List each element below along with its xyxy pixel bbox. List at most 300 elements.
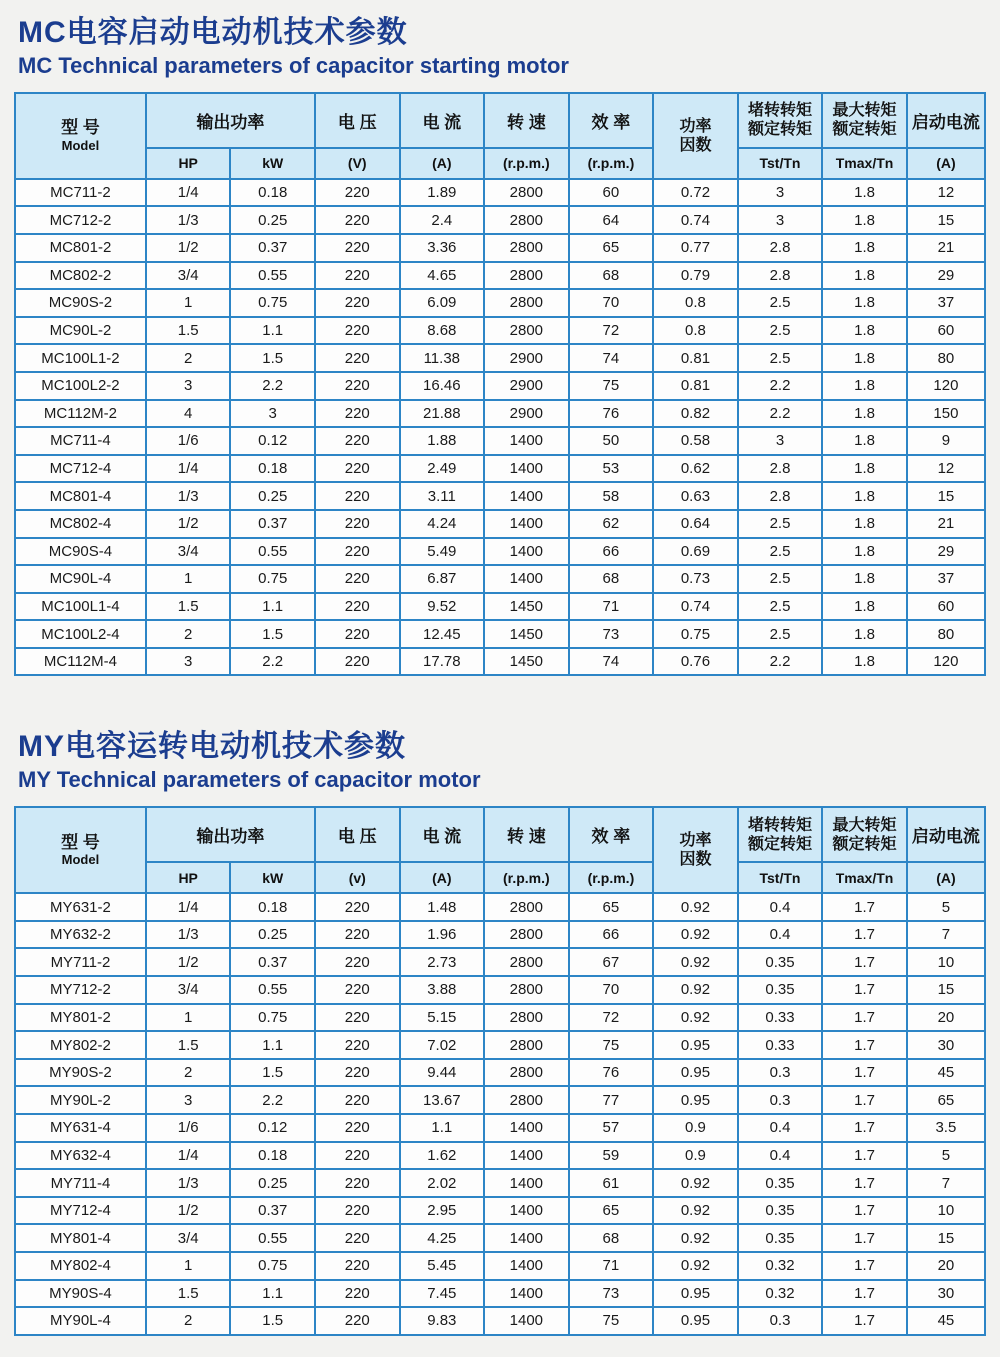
value-cell: 3 bbox=[738, 427, 823, 455]
my-title-en: MY Technical parameters of capacitor motor bbox=[18, 766, 481, 792]
value-cell: 1400 bbox=[484, 565, 569, 593]
value-cell: 53 bbox=[569, 455, 654, 483]
value-cell: 220 bbox=[315, 565, 400, 593]
value-cell: 0.92 bbox=[653, 921, 738, 949]
value-cell: 220 bbox=[315, 482, 400, 510]
model-cell: MY90S-4 bbox=[15, 1280, 146, 1308]
value-cell: 1450 bbox=[484, 593, 569, 621]
col-power-factor-line2: 因数 bbox=[679, 851, 712, 869]
value-cell: 2.2 bbox=[230, 648, 315, 676]
value-cell: 10 bbox=[907, 948, 985, 976]
model-cell: MC100L1-2 bbox=[15, 344, 146, 372]
value-cell: 74 bbox=[569, 344, 654, 372]
model-cell: MY801-4 bbox=[15, 1224, 146, 1252]
col-locked-torque-line2: 额定转矩 bbox=[747, 121, 812, 139]
table-row bbox=[15, 234, 985, 262]
value-cell: 0.18 bbox=[230, 179, 315, 207]
value-cell: 0.4 bbox=[738, 893, 823, 921]
value-cell: 71 bbox=[569, 593, 654, 621]
value-cell: 15 bbox=[907, 206, 985, 234]
value-cell: 2900 bbox=[484, 372, 569, 400]
value-cell: 10 bbox=[907, 1197, 985, 1225]
col-start-current: 启动电流 bbox=[907, 807, 985, 862]
unit-start-current: (A) bbox=[907, 862, 985, 893]
value-cell: 3 bbox=[738, 179, 823, 207]
value-cell: 62 bbox=[569, 510, 654, 538]
value-cell: 220 bbox=[315, 593, 400, 621]
value-cell: 74 bbox=[569, 648, 654, 676]
value-cell: 1.8 bbox=[822, 565, 907, 593]
value-cell: 4.24 bbox=[400, 510, 485, 538]
model-cell: MY802-4 bbox=[15, 1252, 146, 1280]
value-cell: 2800 bbox=[484, 1031, 569, 1059]
value-cell: 220 bbox=[315, 1224, 400, 1252]
value-cell: 3.11 bbox=[400, 482, 485, 510]
col-model-zh: 型 号 bbox=[61, 832, 100, 852]
value-cell: 3 bbox=[230, 400, 315, 428]
value-cell: 68 bbox=[569, 1224, 654, 1252]
value-cell: 0.55 bbox=[230, 538, 315, 566]
value-cell: 1/4 bbox=[146, 1142, 231, 1170]
value-cell: 45 bbox=[907, 1307, 985, 1335]
value-cell: 0.3 bbox=[738, 1059, 823, 1087]
value-cell: 1/3 bbox=[146, 921, 231, 949]
value-cell: 1.7 bbox=[822, 1114, 907, 1142]
value-cell: 2.2 bbox=[738, 648, 823, 676]
value-cell: 58 bbox=[569, 482, 654, 510]
unit-max-torque: Tmax/Tn bbox=[822, 862, 907, 893]
value-cell: 0.35 bbox=[738, 976, 823, 1004]
value-cell: 0.8 bbox=[653, 289, 738, 317]
value-cell: 1/3 bbox=[146, 206, 231, 234]
value-cell: 2.02 bbox=[400, 1169, 485, 1197]
table-row bbox=[15, 179, 985, 207]
col-power-factor bbox=[653, 807, 738, 893]
value-cell: 2800 bbox=[484, 317, 569, 345]
value-cell: 3/4 bbox=[146, 1224, 231, 1252]
mc-parameters-table bbox=[14, 92, 986, 677]
value-cell: 7.45 bbox=[400, 1280, 485, 1308]
model-cell: MY90L-4 bbox=[15, 1307, 146, 1335]
value-cell: 1400 bbox=[484, 510, 569, 538]
value-cell: 65 bbox=[569, 234, 654, 262]
value-cell: 0.4 bbox=[738, 1114, 823, 1142]
value-cell: 72 bbox=[569, 1004, 654, 1032]
value-cell: 1.7 bbox=[822, 893, 907, 921]
value-cell: 1.1 bbox=[230, 593, 315, 621]
value-cell: 1400 bbox=[484, 455, 569, 483]
value-cell: 5.45 bbox=[400, 1252, 485, 1280]
value-cell: 0.37 bbox=[230, 234, 315, 262]
col-power-factor-line1: 功率 bbox=[679, 832, 712, 850]
value-cell: 0.92 bbox=[653, 1169, 738, 1197]
value-cell: 2.5 bbox=[738, 289, 823, 317]
value-cell: 0.12 bbox=[230, 1114, 315, 1142]
value-cell: 0.33 bbox=[738, 1031, 823, 1059]
header-row-1 bbox=[15, 807, 985, 862]
value-cell: 220 bbox=[315, 948, 400, 976]
value-cell: 2800 bbox=[484, 289, 569, 317]
value-cell: 2.2 bbox=[738, 400, 823, 428]
table-row bbox=[15, 482, 985, 510]
value-cell: 61 bbox=[569, 1169, 654, 1197]
value-cell: 1.7 bbox=[822, 1280, 907, 1308]
value-cell: 0.58 bbox=[653, 427, 738, 455]
value-cell: 3 bbox=[146, 648, 231, 676]
col-efficiency: 效 率 bbox=[569, 807, 654, 862]
value-cell: 1.62 bbox=[400, 1142, 485, 1170]
my-title-zh: MY电容运转电动机技术参数 bbox=[18, 730, 406, 764]
table-row bbox=[15, 1252, 985, 1280]
value-cell: 220 bbox=[315, 427, 400, 455]
col-current: 电 流 bbox=[400, 93, 485, 148]
header-row-2 bbox=[15, 148, 985, 179]
value-cell: 150 bbox=[907, 400, 985, 428]
value-cell: 37 bbox=[907, 565, 985, 593]
model-cell: MC802-2 bbox=[15, 262, 146, 290]
value-cell: 1400 bbox=[484, 1197, 569, 1225]
value-cell: 0.74 bbox=[653, 593, 738, 621]
value-cell: 0.62 bbox=[653, 455, 738, 483]
value-cell: 3.88 bbox=[400, 976, 485, 1004]
col-current: 电 流 bbox=[400, 807, 485, 862]
table-row bbox=[15, 976, 985, 1004]
value-cell: 64 bbox=[569, 206, 654, 234]
col-max-torque-line1: 最大转矩 bbox=[832, 816, 897, 834]
model-cell: MC90L-2 bbox=[15, 317, 146, 345]
model-cell: MC90S-4 bbox=[15, 538, 146, 566]
model-cell: MC802-4 bbox=[15, 510, 146, 538]
model-cell: MC711-2 bbox=[15, 179, 146, 207]
value-cell: 1450 bbox=[484, 620, 569, 648]
value-cell: 1/4 bbox=[146, 893, 231, 921]
value-cell: 1/2 bbox=[146, 234, 231, 262]
model-cell: MY712-2 bbox=[15, 976, 146, 1004]
value-cell: 0.9 bbox=[653, 1142, 738, 1170]
value-cell: 220 bbox=[315, 262, 400, 290]
value-cell: 1.8 bbox=[822, 372, 907, 400]
value-cell: 1.8 bbox=[822, 593, 907, 621]
value-cell: 220 bbox=[315, 1280, 400, 1308]
value-cell: 67 bbox=[569, 948, 654, 976]
value-cell: 2 bbox=[146, 344, 231, 372]
model-cell: MY90L-2 bbox=[15, 1086, 146, 1114]
value-cell: 220 bbox=[315, 921, 400, 949]
value-cell: 9 bbox=[907, 427, 985, 455]
value-cell: 2.8 bbox=[738, 234, 823, 262]
value-cell: 16.46 bbox=[400, 372, 485, 400]
value-cell: 0.81 bbox=[653, 372, 738, 400]
table-row bbox=[15, 1086, 985, 1114]
value-cell: 15 bbox=[907, 482, 985, 510]
value-cell: 2.5 bbox=[738, 538, 823, 566]
value-cell: 2800 bbox=[484, 206, 569, 234]
model-cell: MY631-4 bbox=[15, 1114, 146, 1142]
model-cell: MY631-2 bbox=[15, 893, 146, 921]
value-cell: 220 bbox=[315, 400, 400, 428]
value-cell: 0.25 bbox=[230, 482, 315, 510]
value-cell: 0.75 bbox=[230, 565, 315, 593]
value-cell: 72 bbox=[569, 317, 654, 345]
value-cell: 220 bbox=[315, 976, 400, 1004]
value-cell: 1.7 bbox=[822, 1086, 907, 1114]
value-cell: 76 bbox=[569, 1059, 654, 1087]
value-cell: 0.18 bbox=[230, 1142, 315, 1170]
value-cell: 1.8 bbox=[822, 620, 907, 648]
model-cell: MY711-2 bbox=[15, 948, 146, 976]
value-cell: 0.55 bbox=[230, 976, 315, 1004]
value-cell: 9.52 bbox=[400, 593, 485, 621]
mc-table-body bbox=[15, 179, 985, 676]
col-locked-torque-line1: 堵转转矩 bbox=[747, 102, 812, 120]
value-cell: 1.5 bbox=[146, 1031, 231, 1059]
value-cell: 1 bbox=[146, 1252, 231, 1280]
unit-current: (A) bbox=[400, 862, 485, 893]
table-row bbox=[15, 427, 985, 455]
value-cell: 3 bbox=[738, 206, 823, 234]
value-cell: 2.2 bbox=[230, 372, 315, 400]
value-cell: 2.95 bbox=[400, 1197, 485, 1225]
value-cell: 60 bbox=[569, 179, 654, 207]
value-cell: 1/3 bbox=[146, 482, 231, 510]
col-max-torque-line2: 额定转矩 bbox=[832, 835, 897, 853]
value-cell: 0.76 bbox=[653, 648, 738, 676]
value-cell: 220 bbox=[315, 1252, 400, 1280]
value-cell: 2.8 bbox=[738, 455, 823, 483]
value-cell: 1.7 bbox=[822, 1224, 907, 1252]
table-row bbox=[15, 921, 985, 949]
value-cell: 1.1 bbox=[230, 1031, 315, 1059]
value-cell: 30 bbox=[907, 1031, 985, 1059]
value-cell: 66 bbox=[569, 538, 654, 566]
value-cell: 0.77 bbox=[653, 234, 738, 262]
value-cell: 0.75 bbox=[230, 1252, 315, 1280]
col-model bbox=[15, 807, 146, 893]
value-cell: 0.4 bbox=[738, 921, 823, 949]
table-row bbox=[15, 1280, 985, 1308]
value-cell: 0.72 bbox=[653, 179, 738, 207]
value-cell: 76 bbox=[569, 400, 654, 428]
value-cell: 1.1 bbox=[230, 1280, 315, 1308]
col-output-power: 输出功率 bbox=[146, 93, 315, 148]
section-mc bbox=[14, 16, 986, 676]
model-cell: MC90S-2 bbox=[15, 289, 146, 317]
value-cell: 220 bbox=[315, 1114, 400, 1142]
value-cell: 0.55 bbox=[230, 262, 315, 290]
value-cell: 220 bbox=[315, 344, 400, 372]
value-cell: 1/6 bbox=[146, 427, 231, 455]
model-cell: MC112M-2 bbox=[15, 400, 146, 428]
model-cell: MC711-4 bbox=[15, 427, 146, 455]
value-cell: 9.83 bbox=[400, 1307, 485, 1335]
value-cell: 0.18 bbox=[230, 455, 315, 483]
value-cell: 73 bbox=[569, 1280, 654, 1308]
value-cell: 0.82 bbox=[653, 400, 738, 428]
table-row bbox=[15, 1307, 985, 1335]
value-cell: 1.8 bbox=[822, 289, 907, 317]
value-cell: 1.8 bbox=[822, 234, 907, 262]
value-cell: 59 bbox=[569, 1142, 654, 1170]
value-cell: 0.95 bbox=[653, 1031, 738, 1059]
value-cell: 0.74 bbox=[653, 206, 738, 234]
col-max-torque-line1: 最大转矩 bbox=[832, 102, 897, 120]
unit-kw: kW bbox=[230, 862, 315, 893]
value-cell: 7.02 bbox=[400, 1031, 485, 1059]
value-cell: 0.92 bbox=[653, 1197, 738, 1225]
value-cell: 1 bbox=[146, 1004, 231, 1032]
col-start-current: 启动电流 bbox=[907, 93, 985, 148]
value-cell: 2.5 bbox=[738, 593, 823, 621]
value-cell: 2.5 bbox=[738, 565, 823, 593]
value-cell: 1.8 bbox=[822, 262, 907, 290]
value-cell: 3/4 bbox=[146, 262, 231, 290]
value-cell: 75 bbox=[569, 1031, 654, 1059]
table-row bbox=[15, 206, 985, 234]
value-cell: 2.5 bbox=[738, 317, 823, 345]
value-cell: 0.92 bbox=[653, 948, 738, 976]
value-cell: 3.5 bbox=[907, 1114, 985, 1142]
model-cell: MY801-2 bbox=[15, 1004, 146, 1032]
value-cell: 0.37 bbox=[230, 1197, 315, 1225]
value-cell: 220 bbox=[315, 1031, 400, 1059]
value-cell: 8.68 bbox=[400, 317, 485, 345]
col-power-factor-line2: 因数 bbox=[679, 136, 712, 154]
value-cell: 1.7 bbox=[822, 1252, 907, 1280]
value-cell: 12 bbox=[907, 179, 985, 207]
value-cell: 220 bbox=[315, 234, 400, 262]
value-cell: 75 bbox=[569, 372, 654, 400]
value-cell: 220 bbox=[315, 1086, 400, 1114]
unit-efficiency: (r.p.m.) bbox=[569, 148, 654, 179]
value-cell: 0.33 bbox=[738, 1004, 823, 1032]
value-cell: 60 bbox=[907, 593, 985, 621]
value-cell: 0.35 bbox=[738, 1197, 823, 1225]
value-cell: 1450 bbox=[484, 648, 569, 676]
value-cell: 2800 bbox=[484, 948, 569, 976]
header-row-2 bbox=[15, 862, 985, 893]
value-cell: 0.35 bbox=[738, 948, 823, 976]
col-model-en: Model bbox=[61, 137, 100, 153]
value-cell: 66 bbox=[569, 921, 654, 949]
value-cell: 2900 bbox=[484, 400, 569, 428]
value-cell: 0.37 bbox=[230, 510, 315, 538]
col-speed: 转 速 bbox=[484, 93, 569, 148]
table-row bbox=[15, 400, 985, 428]
value-cell: 1.7 bbox=[822, 1059, 907, 1087]
value-cell: 1.8 bbox=[822, 510, 907, 538]
value-cell: 2 bbox=[146, 1059, 231, 1087]
unit-locked-torque: Tst/Tn bbox=[738, 862, 823, 893]
value-cell: 2.5 bbox=[738, 510, 823, 538]
value-cell: 1.5 bbox=[230, 344, 315, 372]
value-cell: 2800 bbox=[484, 976, 569, 1004]
value-cell: 6.87 bbox=[400, 565, 485, 593]
value-cell: 0.95 bbox=[653, 1307, 738, 1335]
value-cell: 220 bbox=[315, 1004, 400, 1032]
value-cell: 2.5 bbox=[738, 344, 823, 372]
value-cell: 3 bbox=[146, 372, 231, 400]
col-voltage: 电 压 bbox=[315, 807, 400, 862]
table-row bbox=[15, 538, 985, 566]
table-row bbox=[15, 289, 985, 317]
table-row bbox=[15, 1142, 985, 1170]
value-cell: 13.67 bbox=[400, 1086, 485, 1114]
col-voltage: 电 压 bbox=[315, 93, 400, 148]
value-cell: 1.5 bbox=[230, 1307, 315, 1335]
value-cell: 2 bbox=[146, 620, 231, 648]
value-cell: 0.95 bbox=[653, 1059, 738, 1087]
value-cell: 57 bbox=[569, 1114, 654, 1142]
mc-table-header bbox=[15, 93, 985, 179]
value-cell: 1.5 bbox=[146, 593, 231, 621]
col-locked-torque-line2: 额定转矩 bbox=[747, 835, 812, 853]
model-cell: MY632-4 bbox=[15, 1142, 146, 1170]
value-cell: 1.8 bbox=[822, 648, 907, 676]
value-cell: 2.8 bbox=[738, 262, 823, 290]
table-row bbox=[15, 1114, 985, 1142]
value-cell: 1.5 bbox=[146, 317, 231, 345]
value-cell: 1400 bbox=[484, 1307, 569, 1335]
section-my bbox=[14, 730, 986, 1335]
value-cell: 1.7 bbox=[822, 1031, 907, 1059]
value-cell: 2.5 bbox=[738, 620, 823, 648]
value-cell: 1400 bbox=[484, 1114, 569, 1142]
value-cell: 20 bbox=[907, 1004, 985, 1032]
value-cell: 1.8 bbox=[822, 482, 907, 510]
value-cell: 2.8 bbox=[738, 482, 823, 510]
value-cell: 1.96 bbox=[400, 921, 485, 949]
value-cell: 30 bbox=[907, 1280, 985, 1308]
col-power-factor-line1: 功率 bbox=[679, 117, 712, 135]
value-cell: 11.38 bbox=[400, 344, 485, 372]
value-cell: 2.49 bbox=[400, 455, 485, 483]
value-cell: 7 bbox=[907, 921, 985, 949]
value-cell: 220 bbox=[315, 179, 400, 207]
value-cell: 73 bbox=[569, 620, 654, 648]
unit-hp: HP bbox=[146, 148, 231, 179]
model-cell: MC801-2 bbox=[15, 234, 146, 262]
value-cell: 1 bbox=[146, 289, 231, 317]
value-cell: 0.12 bbox=[230, 427, 315, 455]
value-cell: 1.7 bbox=[822, 1142, 907, 1170]
value-cell: 0.63 bbox=[653, 482, 738, 510]
value-cell: 1/2 bbox=[146, 1197, 231, 1225]
value-cell: 65 bbox=[569, 1197, 654, 1225]
value-cell: 21.88 bbox=[400, 400, 485, 428]
value-cell: 1/4 bbox=[146, 455, 231, 483]
my-parameters-table bbox=[14, 806, 986, 1336]
value-cell: 1400 bbox=[484, 1280, 569, 1308]
value-cell: 1400 bbox=[484, 482, 569, 510]
value-cell: 2800 bbox=[484, 1059, 569, 1087]
value-cell: 220 bbox=[315, 317, 400, 345]
value-cell: 5 bbox=[907, 1142, 985, 1170]
value-cell: 71 bbox=[569, 1252, 654, 1280]
value-cell: 3 bbox=[146, 1086, 231, 1114]
value-cell: 29 bbox=[907, 262, 985, 290]
value-cell: 0.9 bbox=[653, 1114, 738, 1142]
value-cell: 80 bbox=[907, 344, 985, 372]
value-cell: 75 bbox=[569, 1307, 654, 1335]
model-cell: MC100L2-4 bbox=[15, 620, 146, 648]
model-cell: MC112M-4 bbox=[15, 648, 146, 676]
value-cell: 2800 bbox=[484, 921, 569, 949]
value-cell: 45 bbox=[907, 1059, 985, 1087]
value-cell: 2800 bbox=[484, 1086, 569, 1114]
value-cell: 1/2 bbox=[146, 948, 231, 976]
value-cell: 2.4 bbox=[400, 206, 485, 234]
value-cell: 2.73 bbox=[400, 948, 485, 976]
